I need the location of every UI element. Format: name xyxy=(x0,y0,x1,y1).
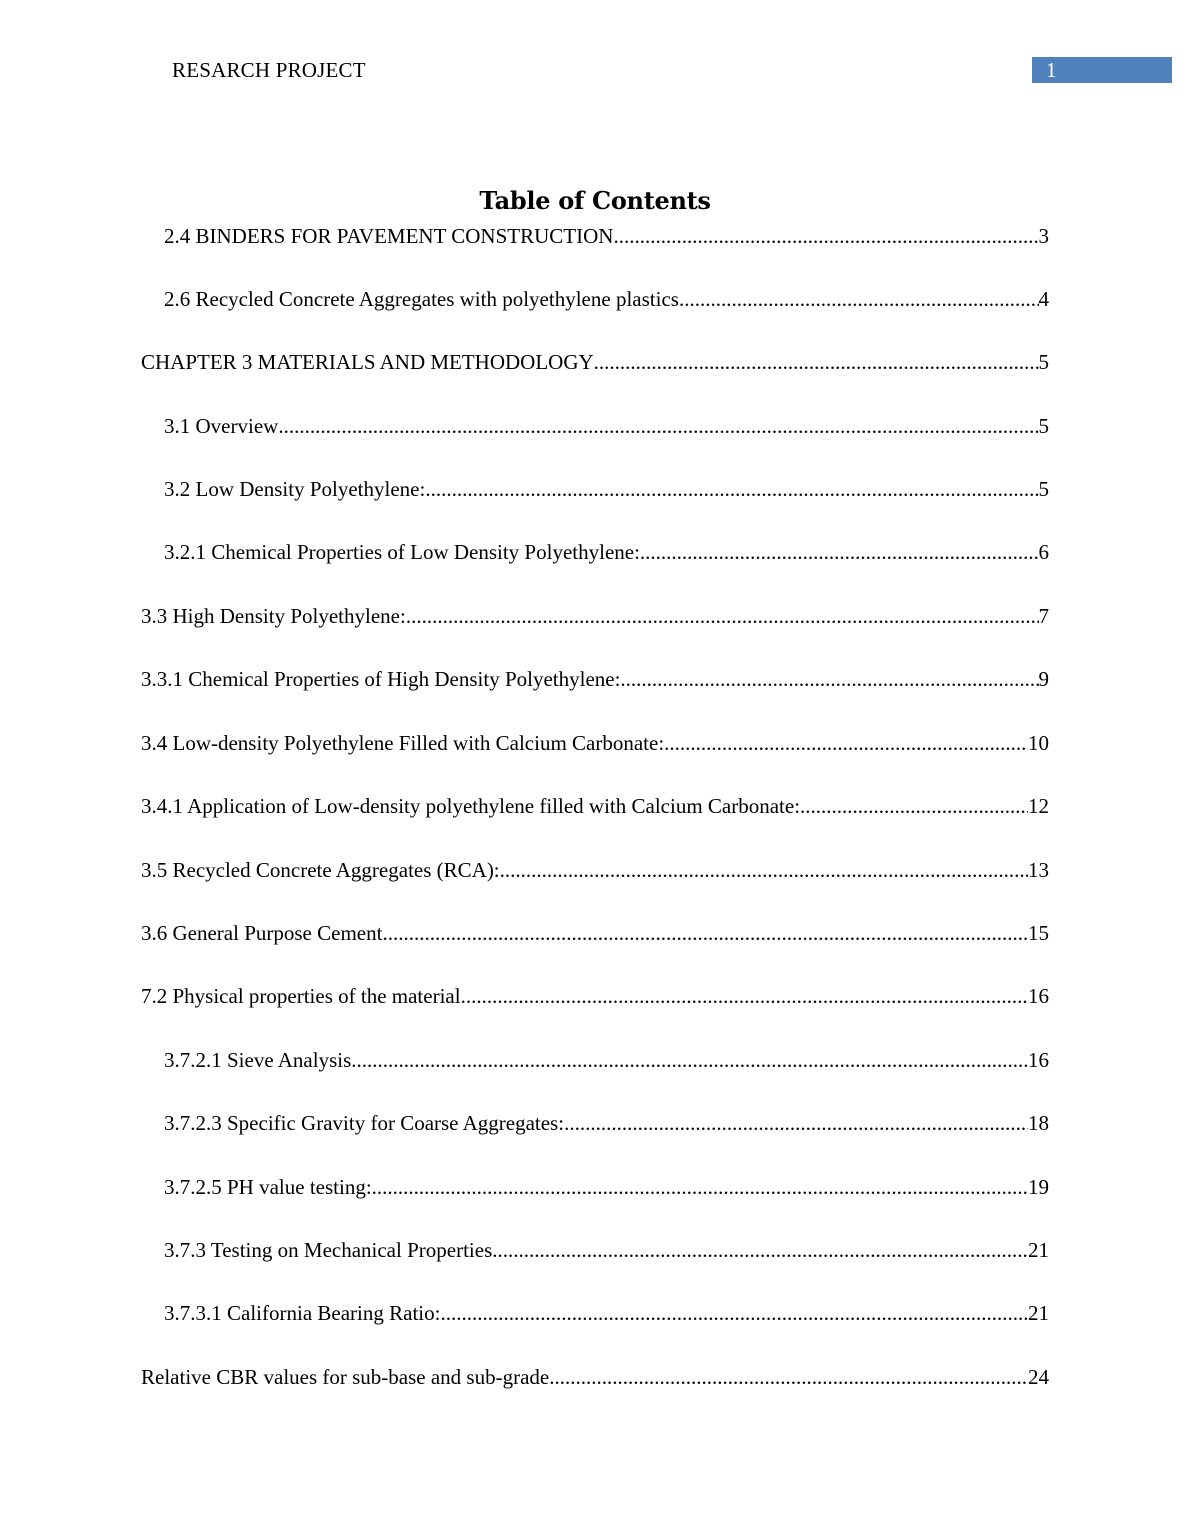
toc-leader-dots xyxy=(278,414,1038,439)
toc-entry-page: 9 xyxy=(1038,667,1049,691)
toc-entry[interactable] xyxy=(164,540,1049,570)
toc-entry-page: 18 xyxy=(1028,1111,1049,1135)
toc-entry-page: 21 xyxy=(1028,1301,1049,1325)
toc-entry-text: CHAPTER 3 MATERIALS AND METHODOLOGY xyxy=(141,350,594,374)
toc-leader-dots xyxy=(800,794,1028,819)
toc-entry[interactable] xyxy=(164,1175,1049,1205)
toc-entry[interactable] xyxy=(141,1365,1049,1395)
toc-leader-dots xyxy=(679,287,1039,312)
toc-entry[interactable] xyxy=(141,731,1049,761)
toc-entry-text: 3.7.2.1 Sieve Analysis xyxy=(164,1048,352,1072)
toc-entry-page: 7 xyxy=(1038,604,1049,628)
toc-leader-dots xyxy=(549,1365,1028,1390)
toc-leader-dots xyxy=(500,858,1028,883)
toc-leader-dots xyxy=(372,1175,1028,1200)
toc-entry[interactable] xyxy=(164,1301,1049,1331)
toc-entry[interactable] xyxy=(164,224,1049,254)
toc-entry-page: 12 xyxy=(1028,794,1049,818)
toc-entry-text: 3.3 High Density Polyethylene: xyxy=(141,604,406,628)
toc-leader-dots xyxy=(620,667,1038,692)
toc-title: Table of Contents xyxy=(479,186,711,215)
toc-entry[interactable] xyxy=(141,984,1049,1014)
toc-entry-text: 3.4 Low-density Polyethylene Filled with Calcium Carbonate: xyxy=(141,731,665,755)
toc-entry-text: 3.6 General Purpose Cement xyxy=(141,921,383,945)
toc-entry-page: 5 xyxy=(1038,350,1049,374)
toc-leader-dots xyxy=(425,477,1038,502)
toc-entry-text: Relative CBR values for sub-base and sub-grade xyxy=(141,1365,550,1389)
toc-entry[interactable] xyxy=(141,858,1049,888)
toc-entry[interactable] xyxy=(164,287,1049,317)
toc-leader-dots xyxy=(564,1111,1028,1136)
toc-entry-page: 4 xyxy=(1038,287,1049,311)
toc-entry-text: 2.6 Recycled Concrete Aggregates with polyethylene plastics xyxy=(164,287,679,311)
toc-entry-text: 3.5 Recycled Concrete Aggregates (RCA): xyxy=(141,858,500,882)
toc-entry[interactable] xyxy=(141,794,1049,824)
toc-entry-text: 3.7.2.5 PH value testing: xyxy=(164,1175,372,1199)
toc-entry-text: 3.4.1 Application of Low-density polyethylene filled with Calcium Carbonate: xyxy=(141,794,801,818)
toc-entry-text: 2.4 BINDERS FOR PAVEMENT CONSTRUCTION xyxy=(164,224,614,248)
toc-leader-dots xyxy=(440,1301,1028,1326)
toc-entry-page: 13 xyxy=(1028,858,1049,882)
toc-entry-page: 16 xyxy=(1028,1048,1049,1072)
toc-entry-text: 3.2 Low Density Polyethylene: xyxy=(164,477,426,501)
toc-leader-dots xyxy=(351,1048,1028,1073)
toc-entry[interactable] xyxy=(164,1048,1049,1078)
toc-entry-text: 3.3.1 Chemical Properties of High Density Polyethylene: xyxy=(141,667,621,691)
toc-entry-page: 6 xyxy=(1038,540,1049,564)
toc-entry-page: 19 xyxy=(1028,1175,1049,1199)
toc-leader-dots xyxy=(492,1238,1028,1263)
page-number-box xyxy=(1032,57,1172,83)
toc-entry-page: 24 xyxy=(1028,1365,1049,1389)
toc-entry-text: 3.1 Overview xyxy=(164,414,279,438)
toc-entry[interactable] xyxy=(164,1238,1049,1268)
toc-entry-page: 5 xyxy=(1038,414,1049,438)
toc-entry[interactable] xyxy=(141,921,1049,951)
toc-entry-text: 7.2 Physical properties of the material xyxy=(141,984,461,1008)
running-head: RESARCH PROJECT xyxy=(172,58,366,82)
toc-entry-page: 15 xyxy=(1028,921,1049,945)
toc-entry-page: 3 xyxy=(1038,224,1049,248)
toc-entry[interactable] xyxy=(141,350,1049,380)
toc-entry-page: 10 xyxy=(1028,731,1049,755)
toc-leader-dots xyxy=(461,984,1028,1009)
toc-entry[interactable] xyxy=(141,667,1049,697)
toc-entry-text: 3.7.2.3 Specific Gravity for Coarse Aggregates: xyxy=(164,1111,565,1135)
toc-entry-page: 5 xyxy=(1038,477,1049,501)
toc-entry-text: 3.2.1 Chemical Properties of Low Density Polyethylene: xyxy=(164,540,640,564)
toc-leader-dots xyxy=(664,731,1028,756)
toc-entry[interactable] xyxy=(164,414,1049,444)
toc-leader-dots xyxy=(594,350,1039,375)
toc-leader-dots xyxy=(382,921,1028,946)
toc-entry-page: 21 xyxy=(1028,1238,1049,1262)
toc-entry[interactable] xyxy=(164,477,1049,507)
toc-leader-dots xyxy=(406,604,1039,629)
page-number: 1 xyxy=(1046,58,1057,82)
toc-entry-text: 3.7.3 Testing on Mechanical Properties xyxy=(164,1238,493,1262)
toc-entry[interactable] xyxy=(164,1111,1049,1141)
toc-entry[interactable] xyxy=(141,604,1049,634)
toc-entry-text: 3.7.3.1 California Bearing Ratio: xyxy=(164,1301,441,1325)
toc-entry-page: 16 xyxy=(1028,984,1049,1008)
toc-leader-dots xyxy=(640,540,1039,565)
toc-leader-dots xyxy=(613,224,1038,249)
